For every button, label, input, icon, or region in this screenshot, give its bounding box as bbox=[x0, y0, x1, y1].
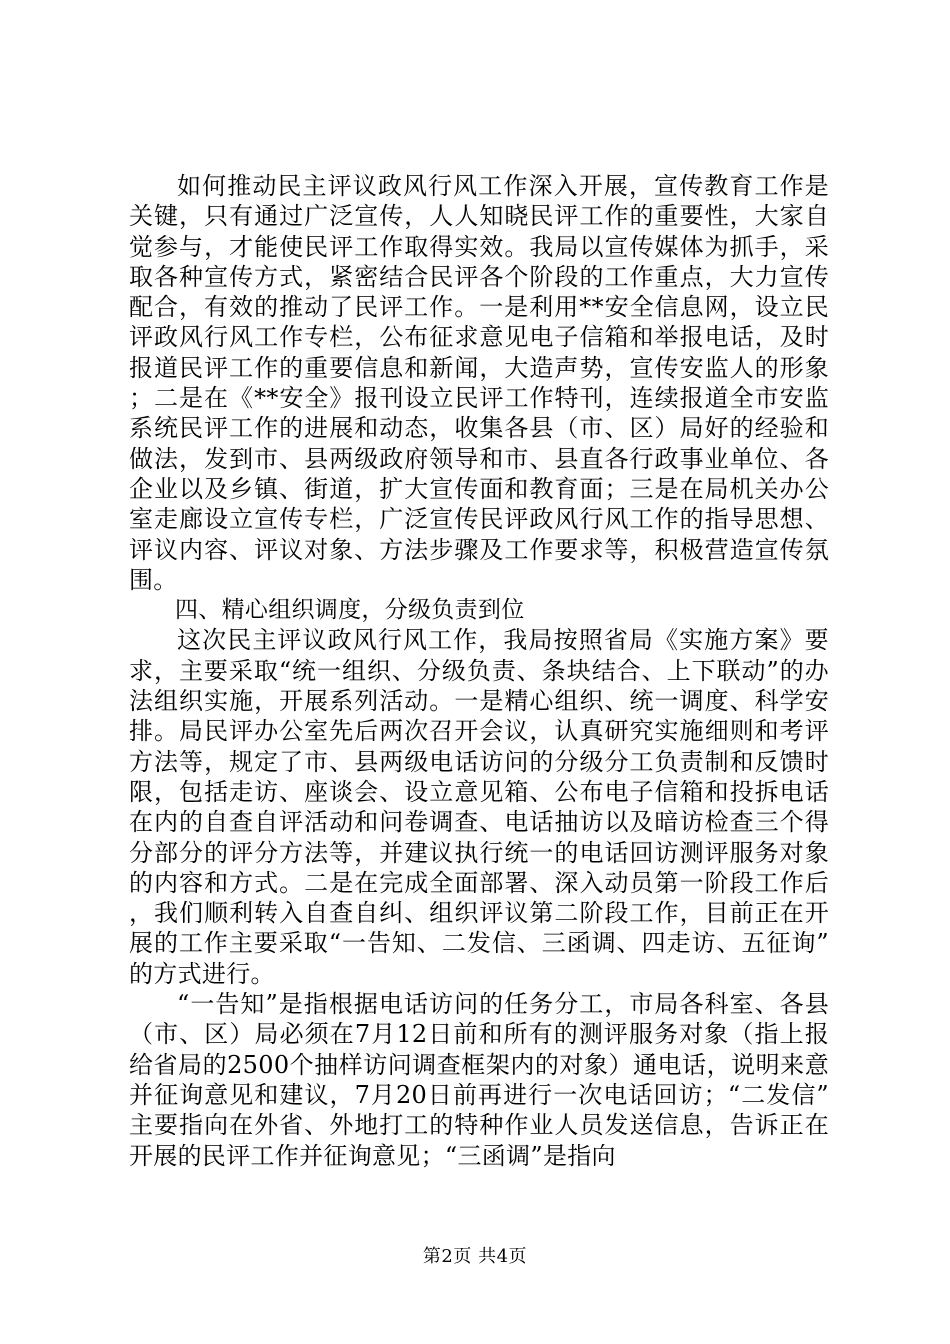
document-body bbox=[129, 171, 829, 1171]
page-footer: 第2页 共4页 bbox=[422, 1246, 528, 1267]
paragraph-publicity: 如何推动民主评议政风行风工作深入开展，宣传教育工作是关键，只有通过广泛宣传，人人知晓民评工作的重要性，大家自觉参与，才能使民评工作取得实效。我局以宣传媒体为抓手，采取各种宣传方式，紧密结合民评各个阶段的工作重点，大力宣传配合，有效的推动了民评工作。一是利用**安全信息网，设立民评政风行风工作专栏，公布征求意见电子信箱和举报电话，及时报道民评工作的重要信息和新闻，大造声势，宣传安监人的形象；二是在《**安全》报刊设立民评工作特刊，连续报道全市安监系统民评工作的进展和动态，收集各县（市、区）局好的经验和做法，发到市、县两级政府领导和市、县直各行政事业单位、各企业以及乡镇、街道，扩大宣传面和教育面；三是在局机关办公室走廊设立宣传专栏，广泛宣传民评政风行风工作的指导思想、评议内容、评议对象、方法步骤及工作要求等，积极营造宣传氛围。 bbox=[129, 172, 829, 594]
paragraph-notification: “一告知”是指根据电话访问的任务分工，市局各科室、各县（市、区）局必须在7月12日前和所有的测评服务对象（指上报给省局的2500个抽样访问调查框架内的对象）通电话，说明来意并征询意见和建议，7月20日前再进行一次电话回访；“二发信”主要指向在外省、外地打工的特种作业人员发送信息，告诉正在开展的民评工作并征询意见；“三函调”是指向 bbox=[129, 990, 829, 1170]
section-heading-four: 四、精心组织调度，分级负责到位 bbox=[175, 597, 525, 624]
paragraph-organization: 这次民主评议政风行风工作，我局按照省局《实施方案》要求，主要采取“统一组织、分级负责、条块结合、上下联动”的办法组织实施，开展系列活动。一是精心组织、统一调度、科学安排。局民评办公室先后两次召开会议，认真研究实施细则和考评方法等，规定了市、县两级电话访问的分级分工负责制和反馈时限，包括走访、座谈会、设立意见箱、公布电子信箱和投拆电话在内的自查自评活动和问卷调查、电话抽访以及暗访检查三个得分部分的评分方法等，并建议执行统一的电话回访测评服务对象的内容和方式。二是在完成全面部署、深入动员第一阶段工作后，我们顺利转入自查自纠、组织评议第二阶段工作，目前正在开展的工作主要采取“一告知、二发信、三函调、四走访、五征询”的方式进行。 bbox=[129, 626, 829, 988]
